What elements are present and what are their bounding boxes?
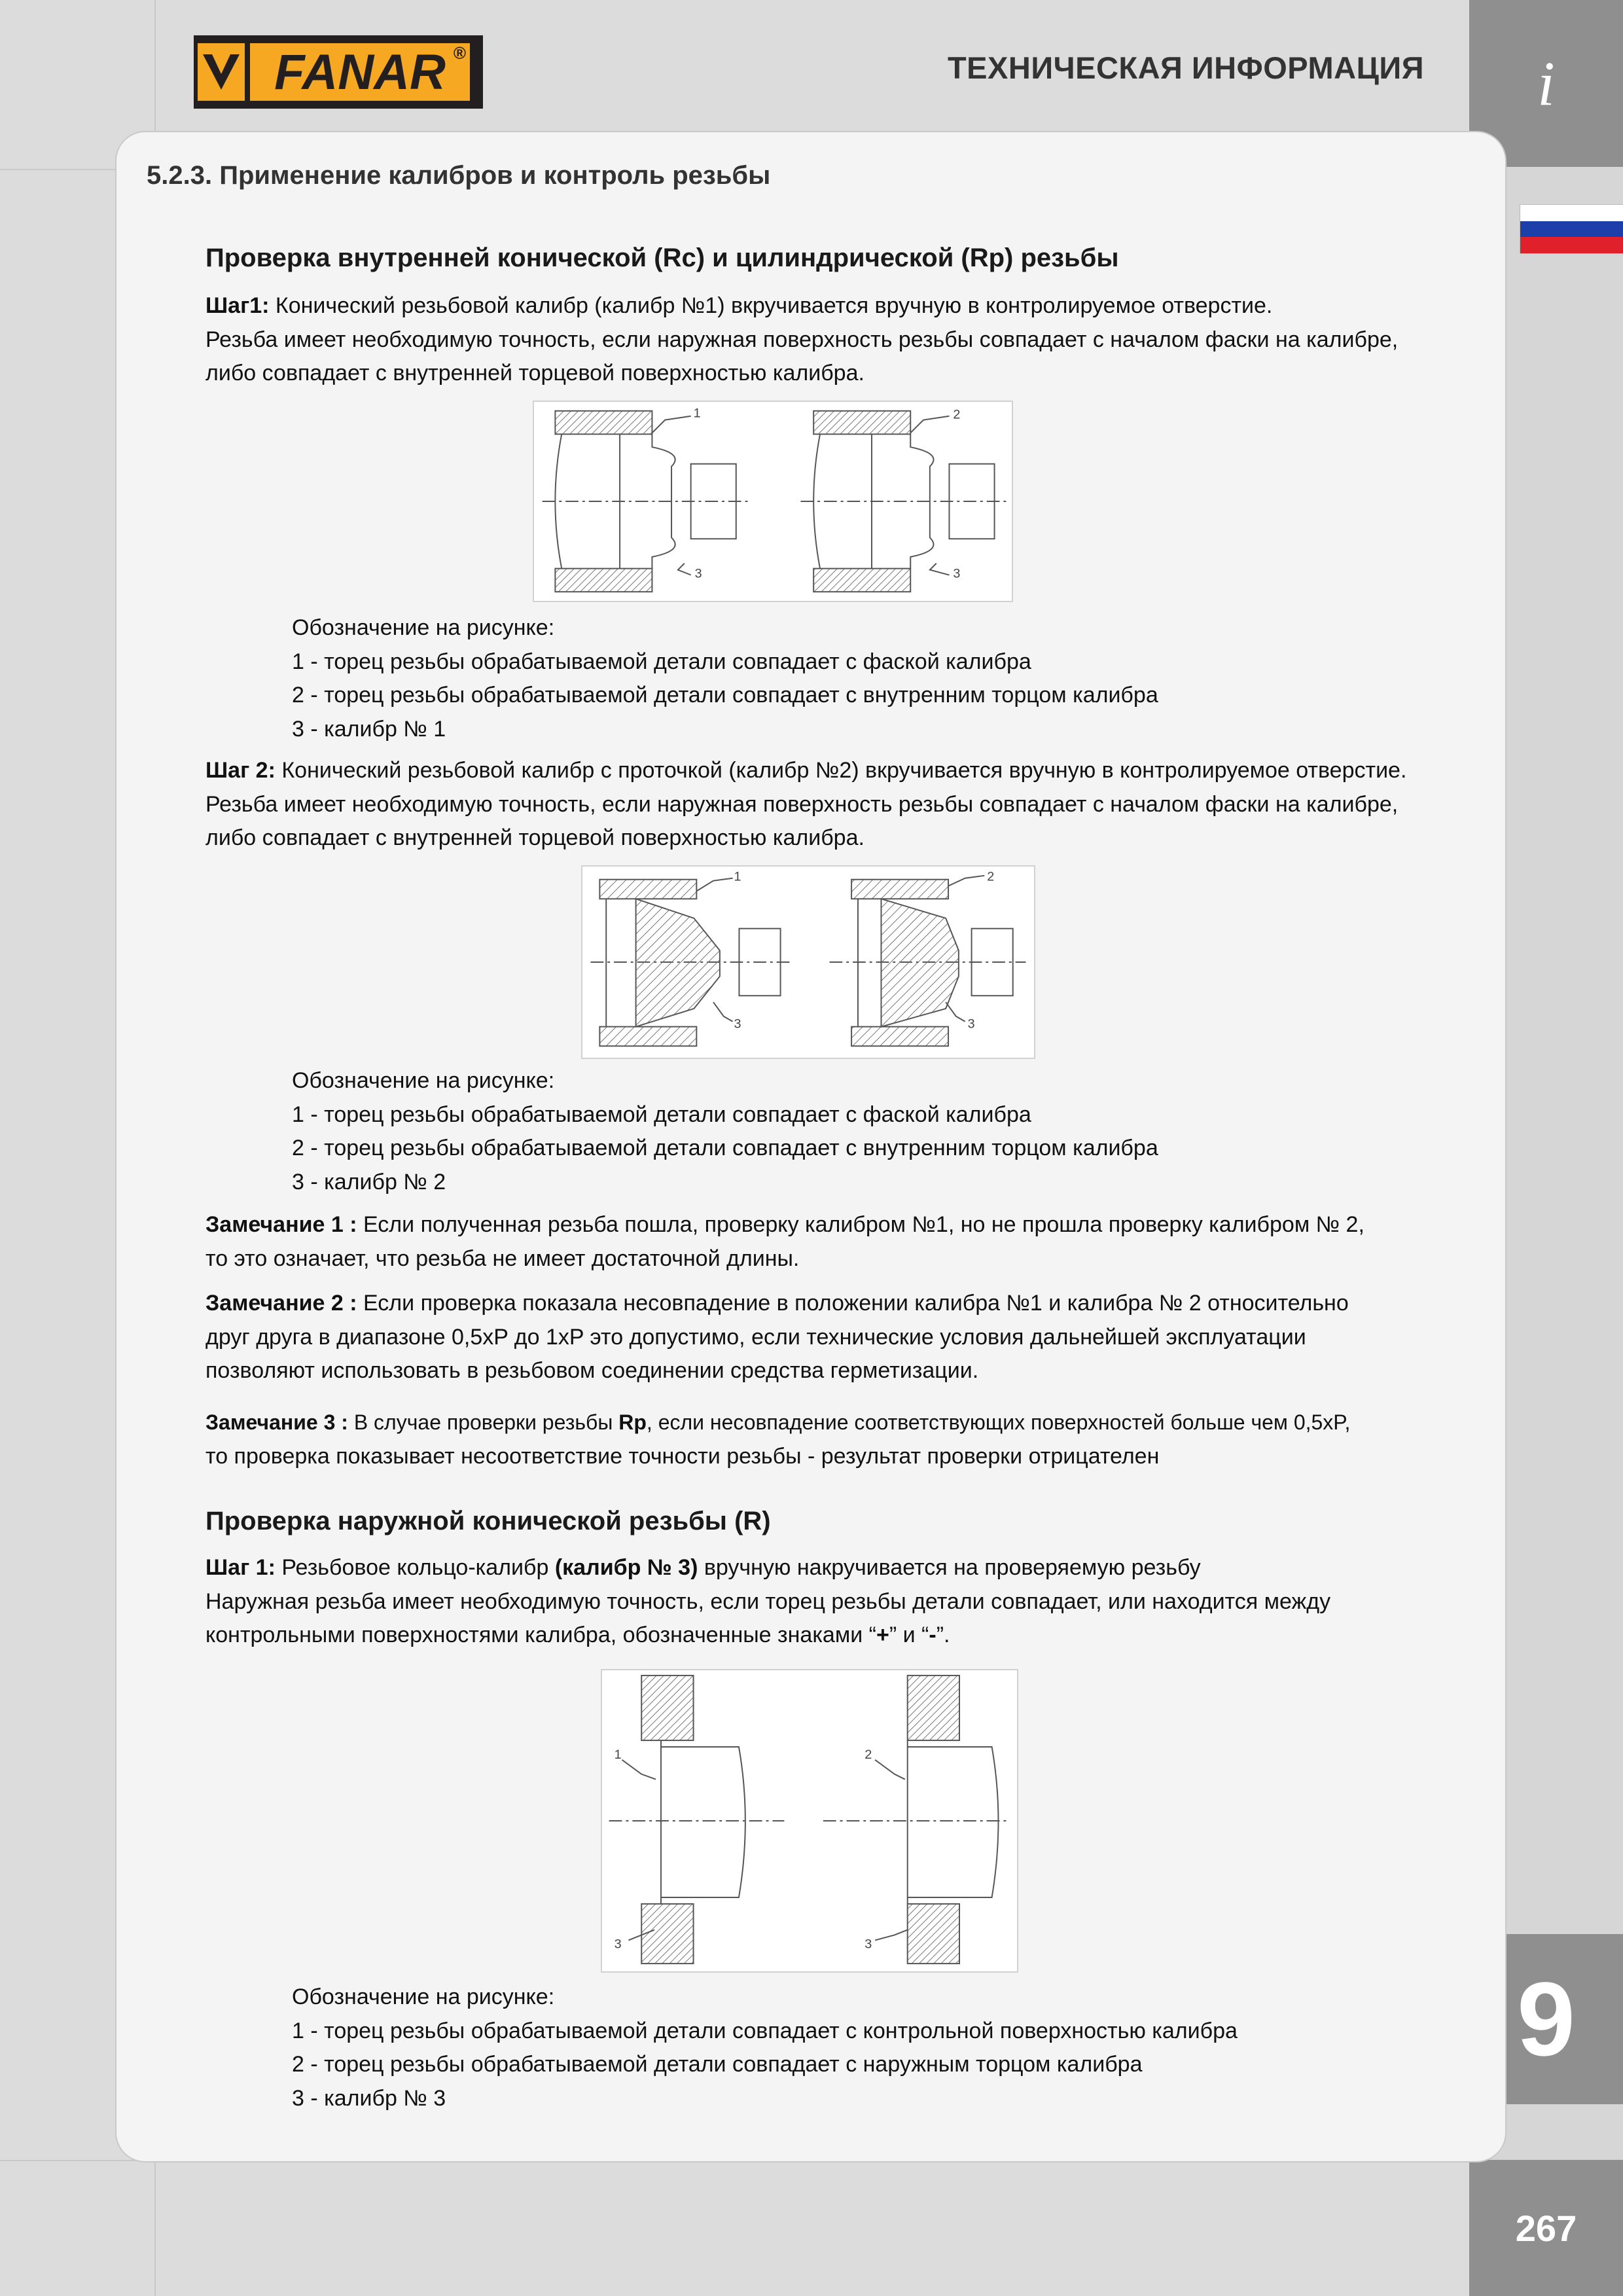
step2-label: Шаг 2: bbox=[205, 758, 276, 783]
note2-line3: позволяют использовать в резьбовом соединении средства герметизации. bbox=[205, 1358, 979, 1383]
fig1-label-3b: 3 bbox=[953, 566, 961, 581]
note3-pre: В случае проверки резьбы bbox=[348, 1410, 619, 1434]
header-title: ТЕХНИЧЕСКАЯ ИНФОРМАЦИЯ bbox=[947, 50, 1424, 85]
fig3-label-2: 2 bbox=[865, 1747, 872, 1762]
ext-step1-post: вручную накручивается на проверяемую резьбу bbox=[698, 1555, 1201, 1580]
note1-line1: Если полученная резьба пошла, проверку калибром №1, но не прошла проверку калибром № 2, bbox=[357, 1212, 1364, 1237]
registered-mark: ® bbox=[453, 43, 466, 63]
step1-line3: либо совпадает с внутренней торцевой поверхностью калибра. bbox=[205, 361, 865, 386]
fig2-label-2: 2 bbox=[987, 869, 995, 884]
legend1-item: 2 - торец резьбы обрабатываемой детали совпадает с внутренним торцом калибра bbox=[292, 683, 1158, 708]
fig2-label-3b: 3 bbox=[967, 1016, 975, 1031]
note-1 bbox=[205, 1208, 1508, 1276]
fig1-label-2: 2 bbox=[953, 407, 961, 422]
logo-v-icon bbox=[198, 43, 245, 101]
legend2-item: 2 - торец резьбы обрабатываемой детали совпадает с внутренним торцом калибра bbox=[292, 1136, 1158, 1160]
fig1-label-3a: 3 bbox=[694, 566, 702, 581]
external-thread-title: Проверка наружной конической резьбы (R) bbox=[205, 1507, 771, 1535]
note-2 bbox=[205, 1287, 1508, 1388]
figure-gauge-3 bbox=[601, 1669, 1018, 1973]
legend-figure-3 bbox=[292, 1981, 1238, 2115]
page-margin-rule-bottom bbox=[0, 2160, 154, 2161]
note2-label: Замечание 2 : bbox=[205, 1291, 357, 1316]
step1-label: Шаг1: bbox=[205, 293, 270, 318]
minus-sign: - bbox=[929, 1623, 936, 1647]
legend3-item: 2 - торец резьбы обрабатываемой детали совпадает с наружным торцом калибра bbox=[292, 2052, 1143, 2077]
note2-line1: Если проверка показала несовпадение в положении калибра №1 и калибра № 2 относительно bbox=[357, 1291, 1349, 1316]
internal-step1 bbox=[205, 289, 1508, 391]
legend-figure-2 bbox=[292, 1064, 1158, 1199]
ext-step1-bold: (калибр № 3) bbox=[554, 1555, 698, 1580]
note3-line2: то проверка показывает несоответствие точности резьбы - результат проверки отрицателен bbox=[205, 1443, 1160, 1469]
fig1-label-1: 1 bbox=[693, 406, 701, 421]
legend3-item: Обозначение на рисунке: bbox=[292, 1984, 555, 2009]
fig2-label-1: 1 bbox=[734, 869, 741, 884]
section-title: 5.2.3. Применение калибров и контроль резьбы bbox=[147, 161, 771, 190]
legend2-item: 3 - калибр № 2 bbox=[292, 1169, 446, 1194]
fig3-label-1: 1 bbox=[614, 1747, 622, 1762]
step1-line2: Резьба имеет необходимую точность, если наружная поверхность резьбы совпадает с началом фаски на калибре, bbox=[205, 327, 1399, 352]
note1-line2: то это означает, что резьба не имеет достаточной длины. bbox=[205, 1246, 800, 1271]
external-step1 bbox=[205, 1551, 1508, 1653]
legend3-item: 3 - калибр № 3 bbox=[292, 2085, 446, 2111]
note3-bold: Rp bbox=[618, 1410, 647, 1434]
note3-label: Замечание 3 : bbox=[205, 1410, 348, 1434]
note2-line2: друг друга в диапазоне 0,5xP до 1xP это допустимо, если технические условия дальнейшей эксплуатации bbox=[205, 1324, 1306, 1350]
figure-gauge-1 bbox=[533, 401, 1013, 602]
ext-step1-line3-mid: ” и “ bbox=[889, 1623, 929, 1647]
ext-step1-line2: Наружная резьба имеет необходимую точность, если торец резьбы детали совпадает, или находится между bbox=[205, 1588, 1331, 1614]
ext-step1-line3-post: ”. bbox=[936, 1623, 950, 1647]
figure-gauge-2 bbox=[581, 865, 1035, 1059]
note-3 bbox=[205, 1406, 1508, 1473]
fig2-label-3a: 3 bbox=[734, 1016, 741, 1031]
legend1-item: Обозначение на рисунке: bbox=[292, 615, 555, 640]
legend2-item: 1 - торец резьбы обрабатываемой детали совпадает с фаской калибра bbox=[292, 1102, 1031, 1127]
legend-figure-1 bbox=[292, 611, 1158, 746]
page-number: 267 bbox=[1515, 2207, 1577, 2249]
ext-step1-label: Шаг 1: bbox=[205, 1555, 276, 1580]
logo-wordmark bbox=[250, 43, 470, 101]
internal-thread-title: Проверка внутренней конической (Rc) и цилиндрической (Rp) резьбы bbox=[205, 243, 1119, 272]
page-number-tab bbox=[1469, 2160, 1623, 2296]
fig3-label-3b: 3 bbox=[865, 1937, 872, 1952]
logo-text: FANAR bbox=[274, 44, 446, 100]
internal-step2 bbox=[205, 754, 1508, 855]
legend1-item: 1 - торец резьбы обрабатываемой детали совпадает с фаской калибра bbox=[292, 649, 1031, 674]
step2-line2: Резьба имеет необходимую точность, если наружная поверхность резьбы совпадает с началом фаски на калибре, bbox=[205, 791, 1399, 817]
chapter-number: 9 bbox=[1517, 1960, 1575, 2077]
flag-stripe-white bbox=[1520, 205, 1623, 221]
ext-step1-line3-pre: контрольными поверхностями калибра, обозначенные знаками “ bbox=[205, 1623, 876, 1647]
info-icon: i bbox=[1537, 48, 1555, 118]
plus-sign: + bbox=[876, 1623, 889, 1647]
russian-flag-icon bbox=[1520, 204, 1623, 254]
legend1-item: 3 - калибр № 1 bbox=[292, 716, 446, 742]
step2-line3: либо совпадает с внутренней торцевой поверхностью калибра. bbox=[205, 825, 865, 850]
fig3-label-3a: 3 bbox=[614, 1937, 622, 1952]
note3-post: , если несовпадение соответствующих поверхностей больше чем 0,5xP, bbox=[646, 1410, 1351, 1434]
legend3-item: 1 - торец резьбы обрабатываемой детали совпадает с контрольной поверхностью калибра bbox=[292, 2018, 1238, 2043]
legend2-item: Обозначение на рисунке: bbox=[292, 1068, 555, 1093]
step1-line1: Конический резьбовой калибр (калибр №1) вкручивается вручную в контролируемое отверстие. bbox=[269, 293, 1273, 318]
flag-stripe-blue bbox=[1520, 221, 1623, 238]
fanar-logo bbox=[194, 35, 483, 109]
flag-stripe-red bbox=[1520, 237, 1623, 253]
ext-step1-pre: Резьбовое кольцо-калибр bbox=[275, 1555, 555, 1580]
note1-label: Замечание 1 : bbox=[205, 1212, 357, 1237]
step2-line1: Конический резьбовой калибр с проточкой (калибр №2) вкручивается вручную в контролируемое отверстие. bbox=[275, 758, 1407, 783]
